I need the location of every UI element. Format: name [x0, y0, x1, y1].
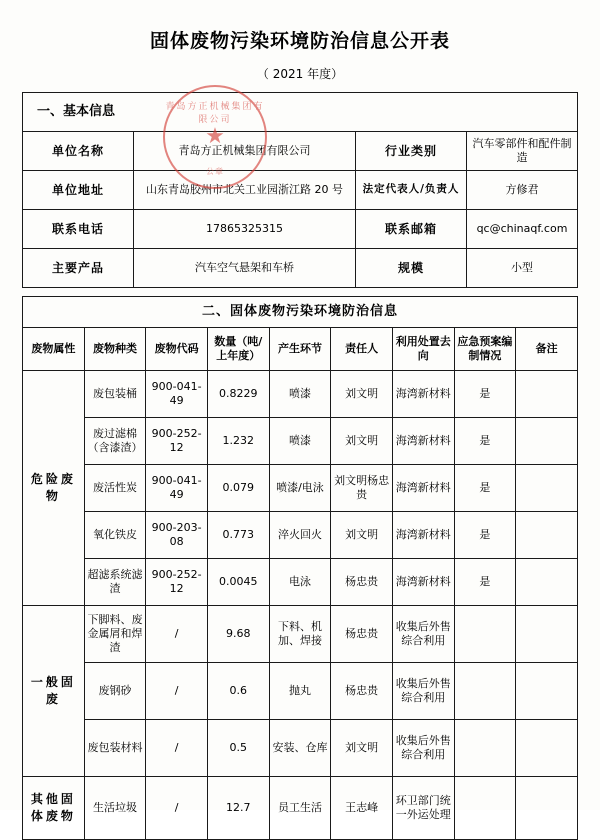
- col-attribute: 废物属性: [23, 328, 85, 371]
- col-amount: 数量（吨/上年度）: [207, 328, 269, 371]
- waste-amount: 1.232: [207, 418, 269, 465]
- waste-stage: 喷漆: [269, 371, 331, 418]
- waste-plan: 是: [454, 418, 516, 465]
- email-label: 联系邮箱: [356, 210, 467, 249]
- address-value: 山东青岛胶州市北关工业园浙江路 20 号: [134, 171, 356, 210]
- table-gap: [22, 288, 578, 296]
- col-code: 废物代码: [146, 328, 208, 371]
- waste-plan: [454, 606, 516, 663]
- table-row: [23, 418, 578, 465]
- waste-plan: [454, 663, 516, 720]
- waste-code: /: [146, 606, 208, 663]
- waste-plan: 是: [454, 465, 516, 512]
- waste-amount: 0.0045: [207, 559, 269, 606]
- waste-destination: 海湾新材料: [392, 512, 454, 559]
- waste-amount: 0.079: [207, 465, 269, 512]
- waste-kind: 生活垃圾: [84, 777, 146, 840]
- waste-remark: [516, 606, 578, 663]
- col-kind: 废物种类: [84, 328, 146, 371]
- waste-person: 杨忠贵: [331, 606, 393, 663]
- waste-destination: 海湾新材料: [392, 418, 454, 465]
- attribute-general: 一般固废: [23, 606, 85, 777]
- star-icon: ★: [205, 124, 225, 149]
- email-value: qc@chinaqf.com: [467, 210, 578, 249]
- waste-code: 900-203-08: [146, 512, 208, 559]
- waste-code: 900-252-12: [146, 559, 208, 606]
- table-row: [23, 559, 578, 606]
- waste-stage: 喷漆/电泳: [269, 465, 331, 512]
- waste-remark: [516, 512, 578, 559]
- waste-person: 刘文明: [331, 720, 393, 777]
- waste-code: 900-252-12: [146, 418, 208, 465]
- table-row: [23, 512, 578, 559]
- waste-kind: 废包装材料: [84, 720, 146, 777]
- waste-remark: [516, 465, 578, 512]
- attribute-hazardous: 危险废物: [23, 371, 85, 606]
- address-label: 单位地址: [23, 171, 134, 210]
- waste-plan: 是: [454, 559, 516, 606]
- table-row: [23, 371, 578, 418]
- col-stage: 产生环节: [269, 328, 331, 371]
- waste-destination: 海湾新材料: [392, 371, 454, 418]
- waste-amount: 0.8229: [207, 371, 269, 418]
- waste-plan: 是: [454, 371, 516, 418]
- legal-rep-label: 法定代表人/负责人: [356, 171, 467, 210]
- waste-person: 刘文明: [331, 512, 393, 559]
- industry-label: 行业类别: [356, 132, 467, 171]
- company-name-label: 单位名称: [23, 132, 134, 171]
- table-row: [23, 93, 578, 132]
- waste-destination: 收集后外售综合利用: [392, 663, 454, 720]
- waste-remark: [516, 663, 578, 720]
- table-row: [23, 720, 578, 777]
- table-row: [23, 777, 578, 840]
- waste-stage: 淬火回火: [269, 512, 331, 559]
- waste-amount: 0.773: [207, 512, 269, 559]
- table-row: [23, 171, 578, 210]
- waste-kind: 废包装桶: [84, 371, 146, 418]
- waste-stage: 喷漆: [269, 418, 331, 465]
- waste-destination: 收集后外售综合利用: [392, 720, 454, 777]
- waste-code: /: [146, 720, 208, 777]
- waste-person: 刘文明杨忠贵: [331, 465, 393, 512]
- table-row: [23, 210, 578, 249]
- waste-destination: 海湾新材料: [392, 465, 454, 512]
- page-subtitle: （ 2021 年度）: [256, 67, 344, 81]
- waste-plan: 是: [454, 512, 516, 559]
- waste-kind: 废过滤棉（含漆渣）: [84, 418, 146, 465]
- table-row: [23, 132, 578, 171]
- waste-person: 刘文明: [331, 371, 393, 418]
- phone-label: 联系电话: [23, 210, 134, 249]
- main-product-label: 主要产品: [23, 249, 134, 288]
- col-destination: 利用处置去向: [392, 328, 454, 371]
- basic-info-table: [22, 92, 578, 288]
- waste-amount: 12.7: [207, 777, 269, 840]
- waste-person: 刘文明: [331, 418, 393, 465]
- waste-amount: 0.5: [207, 720, 269, 777]
- waste-code: /: [146, 777, 208, 840]
- scale-value: 小型: [467, 249, 578, 288]
- waste-remark: [516, 371, 578, 418]
- waste-remark: [516, 720, 578, 777]
- page-title: 固体废物污染环境防治信息公开表: [149, 30, 450, 52]
- waste-remark: [516, 777, 578, 840]
- waste-code: /: [146, 663, 208, 720]
- waste-destination: 海湾新材料: [392, 559, 454, 606]
- waste-amount: 9.68: [207, 606, 269, 663]
- industry-value: 汽车零部件和配件制造: [467, 132, 578, 171]
- table-row: [23, 663, 578, 720]
- attribute-other: 其他固体废物: [23, 777, 85, 840]
- basic-section-heading: 一、基本信息: [23, 93, 578, 132]
- waste-amount: 0.6: [207, 663, 269, 720]
- waste-destination: 环卫部门统一外运处理: [392, 777, 454, 840]
- waste-kind: 废活性炭: [84, 465, 146, 512]
- legal-rep-value: 方修君: [467, 171, 578, 210]
- phone-value: 17865325315: [134, 210, 356, 249]
- waste-stage: 员工生活: [269, 777, 331, 840]
- table-row: [23, 249, 578, 288]
- waste-stage: 安装、仓库: [269, 720, 331, 777]
- waste-section-heading: 二、固体废物污染环境防治信息: [23, 297, 578, 328]
- waste-stage: 电泳: [269, 559, 331, 606]
- waste-person: 杨忠贵: [331, 663, 393, 720]
- waste-code: 900-041-49: [146, 465, 208, 512]
- waste-person: 王志峰: [331, 777, 393, 840]
- waste-remark: [516, 559, 578, 606]
- waste-plan: [454, 777, 516, 840]
- col-person: 责任人: [331, 328, 393, 371]
- company-name-value: 青岛方正机械集团有限公司: [134, 132, 356, 171]
- waste-kind: 下脚料、废金属屑和焊渣: [84, 606, 146, 663]
- waste-kind: 超滤系统滤渣: [84, 559, 146, 606]
- table-row: [23, 297, 578, 328]
- waste-info-table: [22, 296, 578, 840]
- col-remark: 备注: [516, 328, 578, 371]
- table-row: [23, 465, 578, 512]
- waste-person: 杨忠贵: [331, 559, 393, 606]
- col-plan: 应急预案编制情况: [454, 328, 516, 371]
- main-product-value: 汽车空气悬架和车桥: [134, 249, 356, 288]
- seal-bottom-text: 公章: [206, 167, 224, 176]
- waste-stage: 下料、机加、焊接: [269, 606, 331, 663]
- scale-label: 规模: [356, 249, 467, 288]
- waste-destination: 收集后外售综合利用: [392, 606, 454, 663]
- waste-plan: [454, 720, 516, 777]
- waste-stage: 抛丸: [269, 663, 331, 720]
- waste-code: 900-041-49: [146, 371, 208, 418]
- waste-kind: 废钢砂: [84, 663, 146, 720]
- seal-top-text: 青岛方正机械集团有限公司: [165, 102, 265, 125]
- table-header-row: [23, 328, 578, 371]
- waste-remark: [516, 418, 578, 465]
- table-row: [23, 606, 578, 663]
- waste-kind: 氧化铁皮: [84, 512, 146, 559]
